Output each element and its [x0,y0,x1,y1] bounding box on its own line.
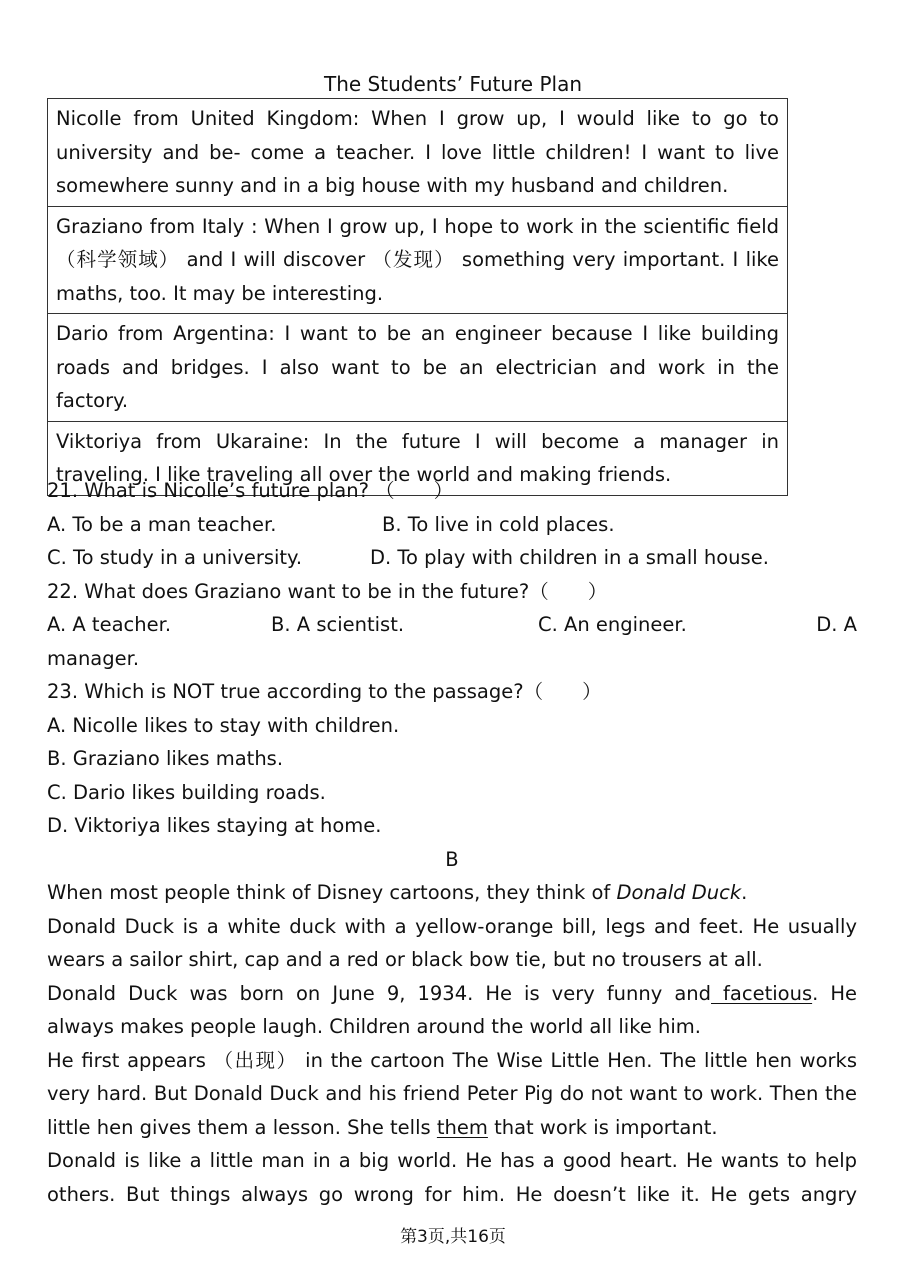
table-row [48,314,788,422]
plan-nicolle: Nicolle from United Kingdom: When I grow up, I would like to go to university and be- come a teacher. I love little children! I want to live somewhere sunny and in a big house with my husband and children. [48,99,788,207]
option-22-d-continued: manager. [47,646,140,670]
table-row [48,99,788,207]
text-span: little hen gives them a lesson. She tells [47,1115,437,1139]
passage-b-paragraph-4-line-3 [47,1111,857,1145]
question-21-options-row1 [47,508,857,542]
option-21-d: D. To play with children in a small house. [370,546,769,569]
table-row [48,206,788,314]
question-22-stem: 22. What does Graziano want to be in the future?（ ） [47,579,608,603]
underlined-word-facetious: facetious [711,981,813,1005]
option-21-a: A. To be a man teacher. [47,512,277,536]
question-21-options-row2 [47,541,857,575]
plan-dario: Dario from Argentina: I want to be an engineer because I like building roads and bridges. I also want to be an electrician and work in the factory. [48,314,788,422]
passage-b-paragraph-4-line-1: He first appears （出现） in the cartoon The Wise Little Hen. The little hen works [47,1048,857,1072]
option-21-c: C. To study in a university. [47,546,303,569]
option-22-c: C. An engineer. [538,613,687,636]
passage-b-paragraph-2-line-2: wears a sailor shirt, cap and a red or black bow tie, but no trousers at all. [47,948,763,971]
passage-b-paragraph-4-line-2: very hard. But Donald Duck and his friend Peter Pig do not want to work. Then the [47,1082,857,1105]
option-21-b: B. To live in cold places. [382,512,615,536]
option-22-d: D. A [816,613,857,636]
italic-title: Donald Duck [616,881,742,904]
question-23-stem: 23. Which is NOT true according to the passage?（ ） [47,680,602,703]
text-span: Donald Duck was born on June 9, 1934. He is very funny and [47,981,712,1005]
passage-b-paragraph-5-line-1: Donald is like a little man in a big world. He has a good heart. He wants to help [47,1149,857,1172]
text-span: . He [812,981,858,1005]
text-span: that work is important. [487,1115,718,1139]
option-22-a: A. A teacher. [47,613,172,636]
underlined-word-them: them [436,1115,488,1139]
questions-and-passage [47,474,857,1211]
plan-viktoriya: Viktoriya from Ukaraine: In the future I will become a manager in traveling. I like traveling all over the world and making friends. [48,421,788,495]
passage-b-paragraph-5-line-2: others. But things always go wrong for him. He doesn’t like it. He gets angry [47,1182,857,1206]
option-23-d: D. Viktoriya likes staying at home. [47,814,382,837]
question-21-stem: 21. What is Nicolle’s future plan? （ ） [47,479,454,502]
option-23-a: A. Nicolle likes to stay with children. [47,713,400,737]
section-b-heading: B [445,847,459,871]
option-22-b: B. A scientist. [271,613,405,636]
passage-title: The Students’ Future Plan [323,72,583,96]
option-23-b: B. Graziano likes maths. [47,747,284,770]
passage-b-paragraph-2-line-1: Donald Duck is a white duck with a yellow-orange bill, legs and feet. He usually [47,914,857,938]
option-23-c: C. Dario likes building roads. [47,780,326,804]
text-span: When most people think of Disney cartoons, they think of [47,881,617,904]
future-plan-table [47,98,788,496]
passage-b-paragraph-3-line-2: always makes people laugh. Children around the world all like him. [47,1015,701,1038]
passage-b-paragraph-1 [47,876,857,910]
plan-graziano: Graziano from Italy : When I grow up, I hope to work in the scientific field （科学领域） and I will discover （发现） something very important. I like maths, too. It may be interesting. [48,206,788,314]
question-22-options [47,608,857,642]
passage-b-paragraph-3-line-1 [47,977,857,1011]
page-number: 第3页,共16页 [400,1227,506,1247]
text-span: . [741,881,748,904]
